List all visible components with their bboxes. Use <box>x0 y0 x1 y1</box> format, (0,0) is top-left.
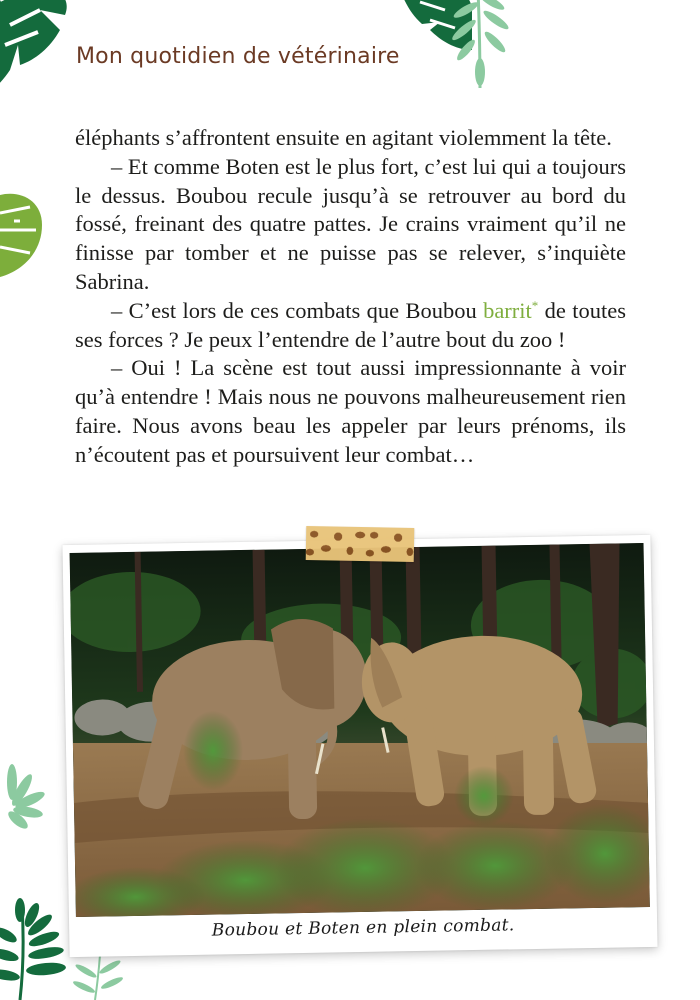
body-text <box>75 124 626 470</box>
photo-frame <box>62 535 657 957</box>
paragraph-text: de toutes ses forces ? Je peux l’entendre de l’autre bout du zoo ! <box>75 297 626 352</box>
paragraph: – Et comme Boten est le plus fort, c’est lui qui a toujours le dessus. Boubou recule jusqu’à se retrouver au bord du fossé, freinant des quatre pattes. Je crains vraiment qu’il ne finisse par tomber et ne puisse pas se relever, s’inquiète Sabrina. <box>75 153 626 294</box>
fern-leaf-bottom-mint-icon <box>70 955 130 1000</box>
paragraph <box>75 297 626 355</box>
paragraph-text: – C’est lors de ces combats que Boubou <box>111 297 484 323</box>
page-header-title: Mon quotidien de vétérinaire <box>76 44 400 69</box>
giraffe-tape-icon <box>306 526 415 562</box>
fern-leaf-top-right-icon <box>440 0 520 95</box>
glossary-term-link[interactable] <box>483 298 538 323</box>
palm-leaf-mint-icon <box>0 760 50 835</box>
fern-leaf-bottom-left-icon <box>0 895 75 1000</box>
glossary-term-text[interactable]: barrit <box>483 297 532 323</box>
elephant-photo <box>70 543 650 917</box>
paragraph: – Oui ! La scène est tout aussi impressionnante à voir qu’à entendre ! Mais nous ne pouvons malheureusement rien faire. Nous avons beau les appeler par leurs prénoms, ils n’écoutent pas et poursuivent leur combat… <box>75 355 626 467</box>
glossary-asterisk: * <box>531 297 539 313</box>
photo-caption: Boubou et Boten en plein combat. <box>211 915 515 941</box>
monstera-leaf-top-left-icon <box>0 0 80 100</box>
monstera-leaf-left-lime-icon <box>0 185 45 280</box>
paragraph: éléphants s’affrontent ensuite en agitant violemment la tête. <box>75 125 612 150</box>
